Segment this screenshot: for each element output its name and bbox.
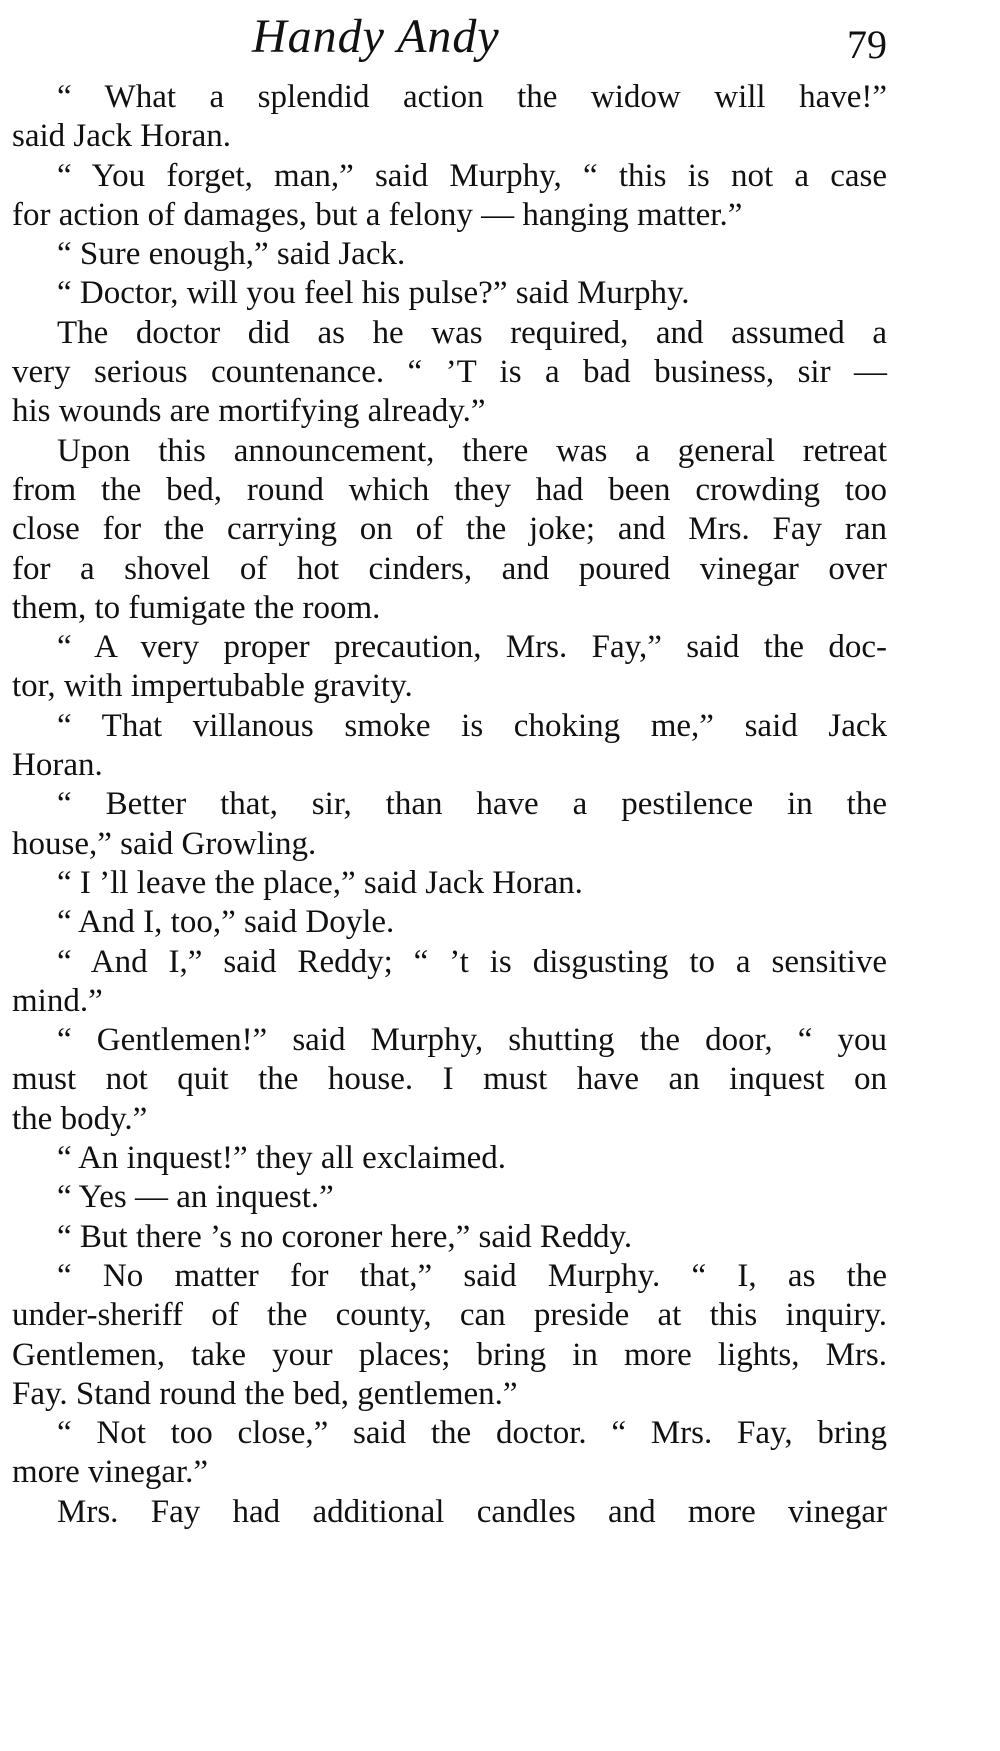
text-line: “ Sure enough,” said Jack. — [57, 236, 406, 273]
paragraph — [12, 1493, 887, 1532]
text-line: close for the carrying on of the joke; and Mrs. Fay ran — [12, 511, 887, 548]
text-line: The doctor did as he was required, and assumed a — [57, 314, 887, 351]
text-line: very serious countenance. “ ’T is a bad business, sir — — [12, 354, 887, 391]
paragraph — [12, 903, 887, 942]
text-line: “ An inquest!” they all exclaimed. — [57, 1140, 507, 1177]
text-line: Gentlemen, take your places; bring in more lights, Mrs. — [12, 1336, 887, 1373]
text-line: “ You forget, man,” said Murphy, “ this is not a case — [57, 157, 887, 194]
text-line: “ Not too close,” said the doctor. “ Mrs. Fay, bring — [57, 1415, 887, 1452]
paragraph — [12, 314, 887, 432]
paragraph — [12, 1218, 887, 1257]
paragraph — [12, 1021, 887, 1139]
text-line: Upon this announcement, there was a general retreat — [57, 432, 887, 469]
text-line: must not quit the house. I must have an inquest on — [12, 1061, 887, 1098]
text-line: “ Gentlemen!” said Murphy, shutting the door, “ you — [57, 1022, 887, 1059]
paragraph — [12, 432, 887, 628]
text-line: said Jack Horan. — [12, 118, 232, 155]
text-line: “ A very proper precaution, Mrs. Fay,” said the doc- — [57, 629, 887, 666]
paragraph — [12, 943, 887, 1022]
text-line: mind.” — [12, 982, 103, 1019]
running-title: Handy Andy — [252, 10, 500, 63]
text-line: from the bed, round which they had been crowding too — [12, 471, 887, 508]
paragraph — [12, 1139, 887, 1178]
paragraph — [12, 864, 887, 903]
text-line: more vinegar.” — [12, 1454, 209, 1491]
paragraph — [12, 157, 887, 236]
text-line: tor, with impertubable gravity. — [12, 668, 413, 705]
body-text — [12, 78, 887, 1532]
paragraph — [12, 785, 887, 864]
text-line: “ And I,” said Reddy; “ ’t is disgusting to a sensitive — [57, 943, 887, 980]
text-line: for action of damages, but a felony — hanging matter.” — [12, 196, 743, 233]
text-line: “ Yes — an inquest.” — [57, 1179, 334, 1216]
text-line: Horan. — [12, 747, 103, 784]
paragraph — [12, 235, 887, 274]
text-line: the body.” — [12, 1100, 148, 1137]
page-header — [12, 0, 887, 78]
text-line: them, to fumigate the room. — [12, 589, 381, 626]
text-line: Fay. Stand round the bed, gentlemen.” — [12, 1375, 518, 1412]
text-line: Mrs. Fay had additional candles and more vinegar — [57, 1493, 887, 1530]
text-line: house,” said Growling. — [12, 825, 317, 862]
book-page — [12, 0, 887, 1751]
paragraph — [12, 628, 887, 707]
text-line: “ But there ’s no coroner here,” said Reddy. — [57, 1218, 633, 1255]
paragraph — [12, 707, 887, 786]
text-line: “ That villanous smoke is choking me,” said Jack — [57, 707, 887, 744]
paragraph — [12, 274, 887, 313]
text-line: under-sheriff of the county, can preside at this inquiry. — [12, 1297, 887, 1334]
text-line: “ And I, too,” said Doyle. — [57, 904, 395, 941]
text-line: “ Better that, sir, than have a pestilence in the — [57, 786, 887, 823]
text-line: “ I ’ll leave the place,” said Jack Horan. — [57, 864, 583, 901]
paragraph — [12, 1257, 887, 1414]
text-line: “ Doctor, will you feel his pulse?” said Murphy. — [57, 275, 690, 312]
paragraph — [12, 78, 887, 157]
text-line: his wounds are mortifying already.” — [12, 393, 486, 430]
paragraph — [12, 1414, 887, 1493]
text-line: for a shovel of hot cinders, and poured vinegar over — [12, 550, 887, 587]
page-number: 79 — [847, 22, 887, 67]
paragraph — [12, 1178, 887, 1217]
text-line: “ What a splendid action the widow will have!” — [57, 79, 887, 115]
text-line: “ No matter for that,” said Murphy. “ I, as the — [57, 1257, 887, 1294]
